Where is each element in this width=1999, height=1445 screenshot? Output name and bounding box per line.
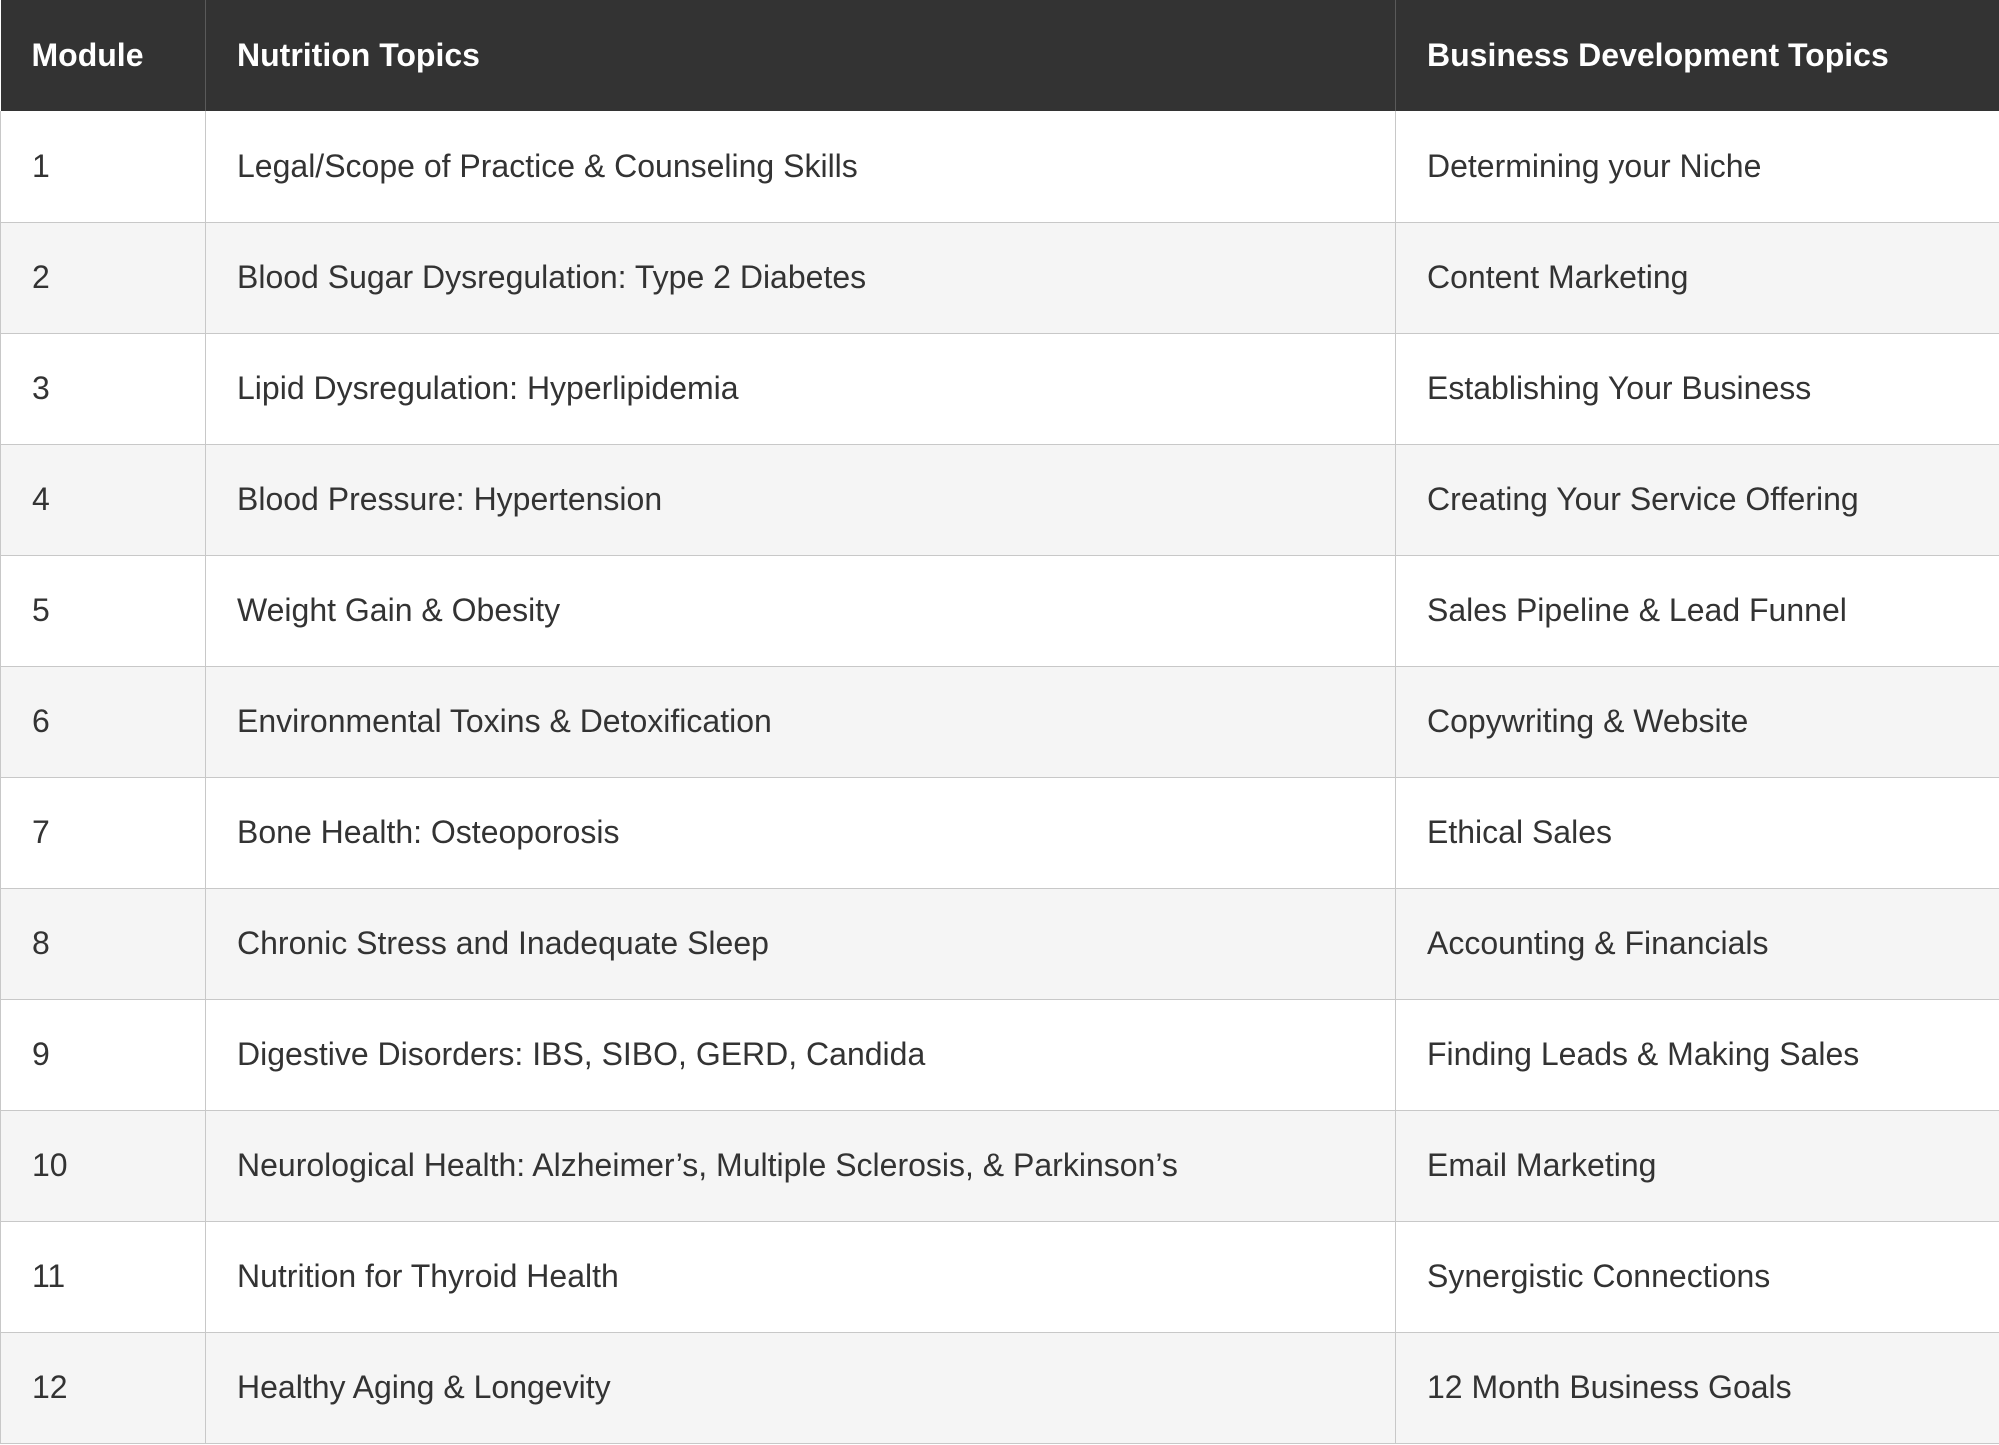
cell-business-topic: Accounting & Financials (1396, 888, 1999, 999)
cell-nutrition-topic: Chronic Stress and Inadequate Sleep (206, 888, 1396, 999)
table-row (1, 333, 1999, 444)
cell-module: 1 (1, 111, 206, 222)
header-row (1, 0, 1999, 111)
table-row (1, 1110, 1999, 1221)
cell-module: 11 (1, 1221, 206, 1332)
cell-module: 3 (1, 333, 206, 444)
cell-nutrition-topic: Blood Sugar Dysregulation: Type 2 Diabetes (206, 222, 1396, 333)
cell-business-topic: Content Marketing (1396, 222, 1999, 333)
cell-business-topic: Sales Pipeline & Lead Funnel (1396, 555, 1999, 666)
header-nutrition-topics: Nutrition Topics (206, 0, 1396, 111)
cell-nutrition-topic: Digestive Disorders: IBS, SIBO, GERD, Candida (206, 999, 1396, 1110)
table-row (1, 777, 1999, 888)
cell-business-topic: Establishing Your Business (1396, 333, 1999, 444)
cell-business-topic: 12 Month Business Goals (1396, 1332, 1999, 1443)
table-row (1, 444, 1999, 555)
cell-nutrition-topic: Healthy Aging & Longevity (206, 1332, 1396, 1443)
cell-nutrition-topic: Neurological Health: Alzheimer’s, Multiple Sclerosis, & Parkinson’s (206, 1110, 1396, 1221)
cell-nutrition-topic: Blood Pressure: Hypertension (206, 444, 1396, 555)
cell-nutrition-topic: Bone Health: Osteoporosis (206, 777, 1396, 888)
cell-business-topic: Synergistic Connections (1396, 1221, 1999, 1332)
cell-nutrition-topic: Weight Gain & Obesity (206, 555, 1396, 666)
table-row (1, 1221, 1999, 1332)
cell-module: 12 (1, 1332, 206, 1443)
table-row (1, 1332, 1999, 1443)
cell-module: 2 (1, 222, 206, 333)
header-business-topics: Business Development Topics (1396, 0, 1999, 111)
cell-business-topic: Creating Your Service Offering (1396, 444, 1999, 555)
table-row (1, 999, 1999, 1110)
table-row (1, 555, 1999, 666)
table-header (1, 0, 1999, 111)
cell-business-topic: Determining your Niche (1396, 111, 1999, 222)
cell-module: 6 (1, 666, 206, 777)
cell-module: 8 (1, 888, 206, 999)
cell-nutrition-topic: Nutrition for Thyroid Health (206, 1221, 1396, 1332)
table-row (1, 666, 1999, 777)
cell-business-topic: Copywriting & Website (1396, 666, 1999, 777)
cell-module: 10 (1, 1110, 206, 1221)
cell-module: 5 (1, 555, 206, 666)
table-row (1, 222, 1999, 333)
table-body (1, 111, 1999, 1443)
cell-module: 7 (1, 777, 206, 888)
cell-business-topic: Finding Leads & Making Sales (1396, 999, 1999, 1110)
cell-module: 9 (1, 999, 206, 1110)
cell-nutrition-topic: Lipid Dysregulation: Hyperlipidemia (206, 333, 1396, 444)
cell-module: 4 (1, 444, 206, 555)
header-module: Module (1, 0, 206, 111)
table-row (1, 111, 1999, 222)
cell-nutrition-topic: Environmental Toxins & Detoxification (206, 666, 1396, 777)
table-row (1, 888, 1999, 999)
cell-business-topic: Email Marketing (1396, 1110, 1999, 1221)
cell-business-topic: Ethical Sales (1396, 777, 1999, 888)
cell-nutrition-topic: Legal/Scope of Practice & Counseling Skills (206, 111, 1396, 222)
